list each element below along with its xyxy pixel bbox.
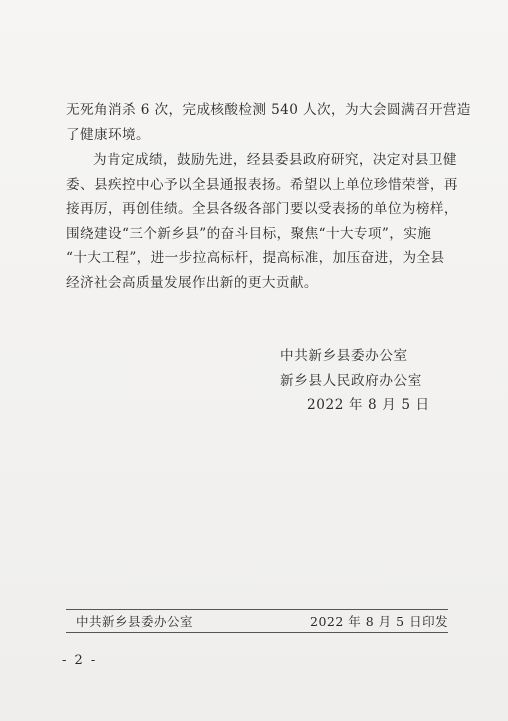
footer-rule-top [66,609,448,610]
footer-rule-bottom [66,632,448,633]
signature-org-government-office: 新乡县人民政府办公室 [280,373,422,389]
paragraph-2-line: 接再厉，再创佳绩。全县各级各部门要以受表扬的单位为榜样， [66,201,458,217]
paragraph-2-line: 经济社会高质量发展作出新的更大贡献。 [66,274,318,291]
paragraph-2-line: 为肯定成绩，鼓励先进，经县委县政府研究，决定对县卫健 [93,152,457,168]
footer-issuer: 中共新乡县委办公室 [76,614,194,629]
footer-print-date: 2022 年 8 月 5 日印发 [310,614,449,629]
paragraph-2-line: “十大工程”，进一步拉高标杆，提高标准，加压奋进，为全县 [66,250,445,266]
paragraph-1-line: 了健康环境。 [66,126,150,143]
paragraph-1 [66,98,471,147]
paragraph-2-line: 委、县疾控中心予以全县通报表扬。希望以上单位珍惜荣誉，再 [66,176,458,193]
paragraph-2-line: 围绕建设“三个新乡县”的奋斗目标，聚焦“十大专项”，实施 [66,225,432,242]
page-number: - 2 - [62,653,98,668]
signature-org-party-office: 中共新乡县委办公室 [280,348,408,364]
paragraph-2 [66,148,458,295]
signature-date: 2022 年 8 月 5 日 [307,397,430,413]
paragraph-1-line: 无死角消杀 6 次，完成核酸检测 540 人次，为大会圆满召开营造 [66,102,471,118]
